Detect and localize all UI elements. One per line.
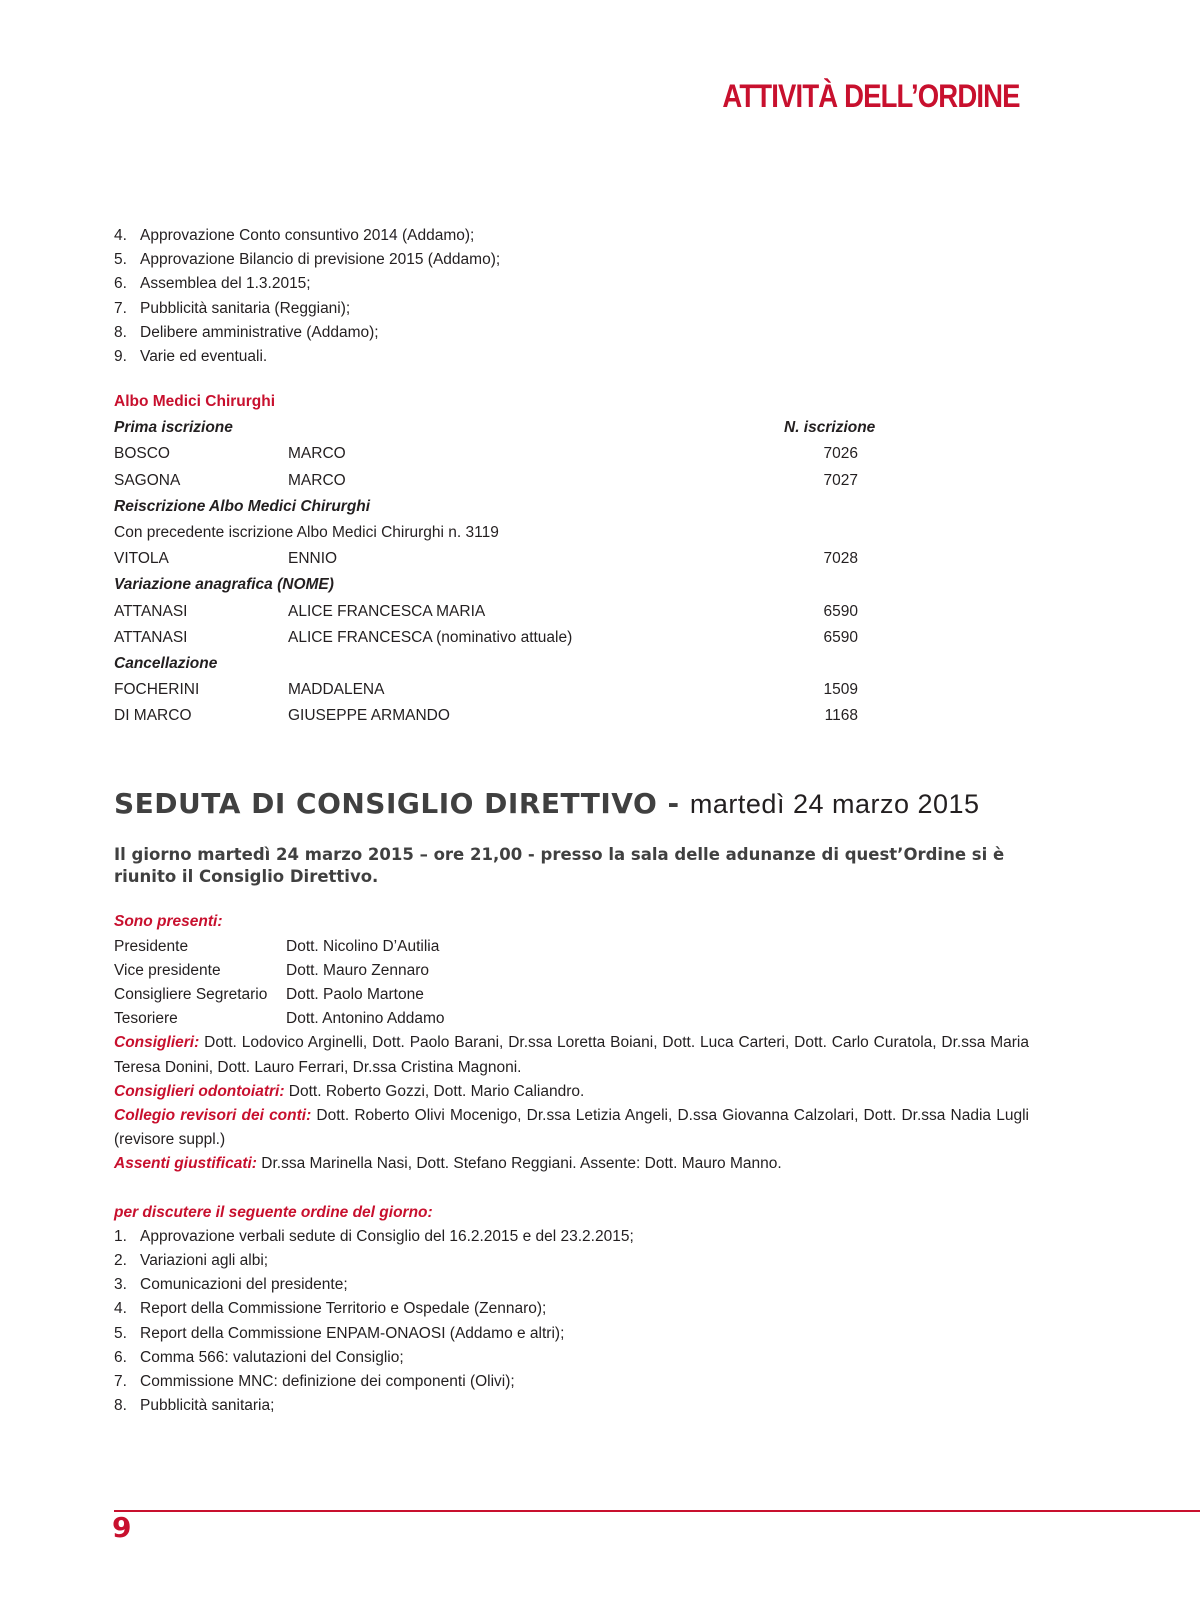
list-item-text: Comunicazioni del presidente; <box>140 1276 348 1294</box>
person-name: Dott. Paolo Martone <box>286 986 424 1004</box>
odontoiatri-names: Dott. Roberto Gozzi, Dott. Mario Caliandro. <box>284 1082 585 1100</box>
section-title: ATTIVITÀ DELL’ORDINE <box>722 78 1020 114</box>
first-name: MADDALENA <box>288 681 385 699</box>
list-item-number: 5. <box>114 251 127 269</box>
surname: VITOLA <box>114 550 169 568</box>
registration-number: 1168 <box>824 707 858 725</box>
list-item-number: 4. <box>114 227 127 244</box>
list-item-text: Pubblicità sanitaria (Reggiani); <box>140 299 351 317</box>
surname: FOCHERINI <box>114 681 200 699</box>
first-name: MARCO <box>288 471 346 489</box>
first-name: ALICE FRANCESCA MARIA <box>288 602 486 620</box>
table-row <box>114 441 1029 467</box>
consiglieri-paragraph <box>114 1031 1029 1079</box>
list-item-number: 8. <box>114 323 127 341</box>
odg-label: per discutere il seguente ordine del giorno: <box>114 1203 433 1221</box>
albo-subheading-row <box>114 494 1029 520</box>
list-item-number: 7. <box>114 299 127 317</box>
page-content <box>114 224 1029 1418</box>
albo-subheading-row <box>114 415 1029 441</box>
list-item-number: 3. <box>114 1276 127 1294</box>
albo-subheading-row <box>114 651 1029 677</box>
list-item <box>114 1273 1029 1297</box>
albo-subheading-row <box>114 572 1029 598</box>
consiglieri-label: Consiglieri: <box>114 1034 200 1052</box>
presenti-label: Sono presenti: <box>114 913 223 931</box>
person-name: Dott. Antonino Addamo <box>286 1010 445 1028</box>
table-row <box>114 677 1029 703</box>
registration-number: 6590 <box>823 628 858 646</box>
presenti-section <box>114 910 1029 1176</box>
list-item-text: Assemblea del 1.3.2015; <box>140 275 311 293</box>
table-row <box>114 546 1029 572</box>
list-item <box>114 1297 1029 1321</box>
surname: BOSCO <box>114 445 170 463</box>
prima-iscrizione-label: Prima iscrizione <box>114 419 233 437</box>
surname: SAGONA <box>114 471 181 489</box>
list-item <box>114 297 1029 321</box>
odg-list <box>114 1225 1029 1419</box>
assenti-names: Dr.ssa Marinella Nasi, Dott. Stefano Reggiani. Assente: Dott. Mauro Manno. <box>256 1155 782 1173</box>
surname: ATTANASI <box>114 628 188 646</box>
revisori-label: Collegio revisori dei conti: <box>114 1107 312 1125</box>
role: Consigliere Segretario <box>114 986 268 1004</box>
odontoiatri-label: Consiglieri odontoiatri: <box>114 1082 285 1100</box>
list-item <box>114 1394 1029 1418</box>
reiscrizione-label: Reiscrizione Albo Medici Chirurghi <box>114 497 371 515</box>
consiglieri-names: Dott. Lodovico Arginelli, Dott. Paolo Barani, Dr.ssa Loretta Boiani, Dott. Luca Carteri, Dott. Carlo Curatola, Dr.ssa Maria Teresa Donini, Dott. Lauro Ferrari, Dr.ssa Cristina Magnoni. <box>114 1034 1029 1076</box>
surname: ATTANASI <box>114 602 188 620</box>
list-item-number: 1. <box>114 1227 127 1245</box>
surname: DI MARCO <box>114 707 192 725</box>
revisori-paragraph <box>114 1104 1029 1152</box>
registration-number: 6590 <box>823 602 858 620</box>
list-item-text: Pubblicità sanitaria; <box>140 1397 275 1415</box>
albo-section <box>114 389 1029 729</box>
list-item-number: 6. <box>114 275 127 293</box>
cancellazione-label: Cancellazione <box>114 654 218 672</box>
person-name: Dott. Mauro Zennaro <box>286 961 430 979</box>
table-row <box>114 599 1029 625</box>
reiscrizione-note: Con precedente iscrizione Albo Medici Chirurghi n. 3119 <box>114 523 499 541</box>
list-item <box>114 1225 1029 1249</box>
role: Vice presidente <box>114 961 221 979</box>
list-item <box>114 345 1029 369</box>
list-item <box>114 321 1029 345</box>
assenti-paragraph <box>114 1152 1029 1176</box>
registration-number: 7028 <box>823 550 858 568</box>
list-item <box>114 248 1029 272</box>
registration-number: 7027 <box>823 471 858 489</box>
table-row <box>114 468 1029 494</box>
role: Presidente <box>114 937 189 955</box>
seduta-title-text: SEDUTA DI CONSIGLIO DIRETTIVO - <box>114 787 680 821</box>
role-row <box>114 983 1029 1007</box>
n-iscrizione-label: N. iscrizione <box>784 419 876 437</box>
first-name: ENNIO <box>288 550 338 568</box>
agenda-list-continued <box>114 224 1029 369</box>
role: Tesoriere <box>114 1010 178 1028</box>
list-item-number: 2. <box>114 1252 127 1270</box>
list-item-number: 5. <box>114 1324 127 1342</box>
list-item <box>114 224 1029 248</box>
list-item-text: Variazioni agli albi; <box>140 1252 269 1270</box>
list-item-text: Approvazione Conto consuntivo 2014 (Addamo); <box>140 227 475 244</box>
list-item-text: Approvazione Bilancio di previsione 2015 (Addamo); <box>140 251 501 269</box>
registration-number: 1509 <box>823 681 858 699</box>
list-item-text: Comma 566: valutazioni del Consiglio; <box>140 1348 404 1366</box>
list-item <box>114 272 1029 296</box>
first-name: GIUSEPPE ARMANDO <box>288 707 450 725</box>
seduta-date: martedì 24 marzo 2015 <box>689 789 980 820</box>
assenti-label: Assenti giustificati: <box>114 1155 257 1173</box>
list-item-number: 4. <box>114 1300 127 1318</box>
first-name: ALICE FRANCESCA (nominativo attuale) <box>288 628 573 646</box>
list-item-text: Approvazione verbali sedute di Consiglio del 16.2.2015 e del 23.2.2015; <box>140 1227 634 1245</box>
list-item-number: 7. <box>114 1373 127 1391</box>
list-item-text: Report della Commissione ENPAM-ONAOSI (Addamo e altri); <box>140 1324 565 1342</box>
role-row <box>114 935 1029 959</box>
table-row <box>114 703 1029 729</box>
table-row <box>114 625 1029 651</box>
role-row <box>114 1007 1029 1031</box>
odontoiatri-paragraph <box>114 1080 1029 1104</box>
list-item <box>114 1346 1029 1370</box>
list-item-text: Delibere amministrative (Addamo); <box>140 323 379 341</box>
list-item-text: Varie ed eventuali. <box>140 348 268 366</box>
list-item-number: 9. <box>114 348 127 366</box>
registration-number: 7026 <box>823 445 858 463</box>
albo-note-row <box>114 520 1029 546</box>
footer-divider <box>114 1510 1200 1512</box>
revisori-names: Dott. Roberto Olivi Mocenigo, Dr.ssa Letizia Angeli, D.ssa Giovanna Calzolari, Dott. Dr.ssa Nadia Lugli (revisore suppl.) <box>114 1107 1029 1149</box>
page-number: 9 <box>112 1511 132 1544</box>
list-item-text: Commissione MNC: definizione dei componenti (Olivi); <box>140 1373 515 1391</box>
list-item-text: Report della Commissione Territorio e Ospedale (Zennaro); <box>140 1300 547 1318</box>
list-item <box>114 1322 1029 1346</box>
albo-heading: Albo Medici Chirurghi <box>114 393 276 411</box>
list-item <box>114 1249 1029 1273</box>
ordine-del-giorno <box>114 1201 1029 1419</box>
variazione-label: Variazione anagrafica (NOME) <box>114 576 334 594</box>
person-name: Dott. Nicolino D’Autilia <box>286 937 440 955</box>
seduta-intro: Il giorno martedì 24 marzo 2015 – ore 21,00 - presso la sala delle adunanze di quest’Ordine si è riunito il Consiglio Direttivo. <box>114 845 1005 887</box>
seduta-title <box>114 787 1029 820</box>
list-item-number: 6. <box>114 1348 127 1366</box>
list-item-number: 8. <box>114 1397 127 1415</box>
role-row <box>114 959 1029 983</box>
first-name: MARCO <box>288 445 346 463</box>
list-item <box>114 1370 1029 1394</box>
